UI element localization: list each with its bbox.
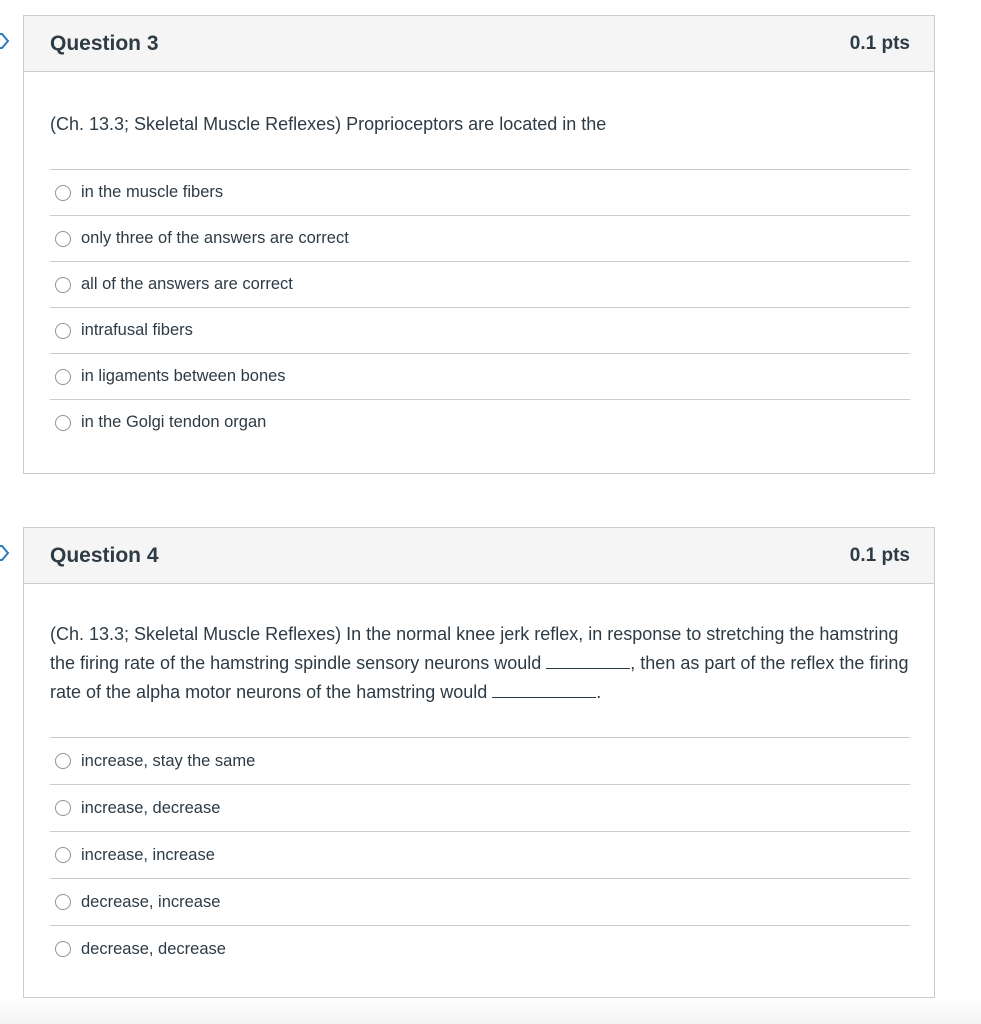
question-flag-icon[interactable] xyxy=(0,545,10,561)
answer-option[interactable] xyxy=(50,784,910,831)
answer-label[interactable]: only three of the answers are correct xyxy=(81,229,349,247)
answer-option[interactable] xyxy=(50,215,910,261)
page-bottom-shadow xyxy=(0,998,981,1024)
question-4-card xyxy=(23,527,935,998)
answer-label[interactable]: decrease, decrease xyxy=(81,939,226,958)
answer-option[interactable] xyxy=(50,307,910,353)
question-text-part: . xyxy=(596,682,602,702)
answer-option[interactable] xyxy=(50,353,910,399)
question-flag-icon[interactable] xyxy=(0,33,10,49)
radio-button[interactable] xyxy=(55,941,71,957)
answer-option[interactable] xyxy=(50,878,910,925)
radio-button[interactable] xyxy=(55,800,71,816)
answer-label[interactable]: in the muscle fibers xyxy=(81,183,224,201)
question-header xyxy=(24,528,934,584)
radio-button[interactable] xyxy=(55,185,71,201)
answer-option[interactable] xyxy=(50,925,910,972)
question-text xyxy=(50,584,910,737)
answer-label[interactable]: decrease, increase xyxy=(81,892,221,911)
question-body xyxy=(24,584,934,972)
radio-button[interactable] xyxy=(55,369,71,385)
answer-option[interactable] xyxy=(50,169,910,215)
question-title: Question 3 xyxy=(50,31,159,55)
answer-label[interactable]: increase, decrease xyxy=(81,798,221,817)
fill-in-blank xyxy=(492,678,596,698)
question-3-card xyxy=(23,15,935,474)
answer-option[interactable] xyxy=(50,831,910,878)
question-text: (Ch. 13.3; Skeletal Muscle Reflexes) Proprioceptors are located in the xyxy=(50,114,607,134)
question-header xyxy=(24,16,934,72)
answer-label[interactable]: intrafusal fibers xyxy=(81,321,193,339)
radio-button[interactable] xyxy=(55,847,71,863)
answer-option[interactable] xyxy=(50,737,910,784)
answer-list xyxy=(50,169,910,445)
radio-button[interactable] xyxy=(55,323,71,339)
answer-option[interactable] xyxy=(50,261,910,307)
fill-in-blank xyxy=(546,649,630,669)
answer-label[interactable]: in the Golgi tendon organ xyxy=(81,413,267,431)
question-body xyxy=(24,72,934,445)
answer-label[interactable]: increase, increase xyxy=(81,845,215,864)
question-text-part: , then as part of the reflex the firing rate of the alpha motor neurons of the hamstring would xyxy=(50,653,909,702)
answer-option[interactable] xyxy=(50,399,910,445)
radio-button[interactable] xyxy=(55,277,71,293)
radio-button[interactable] xyxy=(55,415,71,431)
question-points: 0.1 pts xyxy=(849,32,910,54)
answer-label[interactable]: in ligaments between bones xyxy=(81,367,286,385)
answer-label[interactable]: increase, stay the same xyxy=(81,751,256,770)
question-points: 0.1 pts xyxy=(849,544,910,566)
question-text-part: (Ch. 13.3; Skeletal Muscle Reflexes) In the normal knee jerk reflex, in response to stretching the hamstring the firing rate of the hamstring spindle sensory neurons would xyxy=(50,624,899,673)
question-title: Question 4 xyxy=(50,543,159,567)
radio-button[interactable] xyxy=(55,753,71,769)
answer-list xyxy=(50,737,910,972)
radio-button[interactable] xyxy=(55,231,71,247)
answer-label[interactable]: all of the answers are correct xyxy=(81,275,293,293)
radio-button[interactable] xyxy=(55,894,71,910)
